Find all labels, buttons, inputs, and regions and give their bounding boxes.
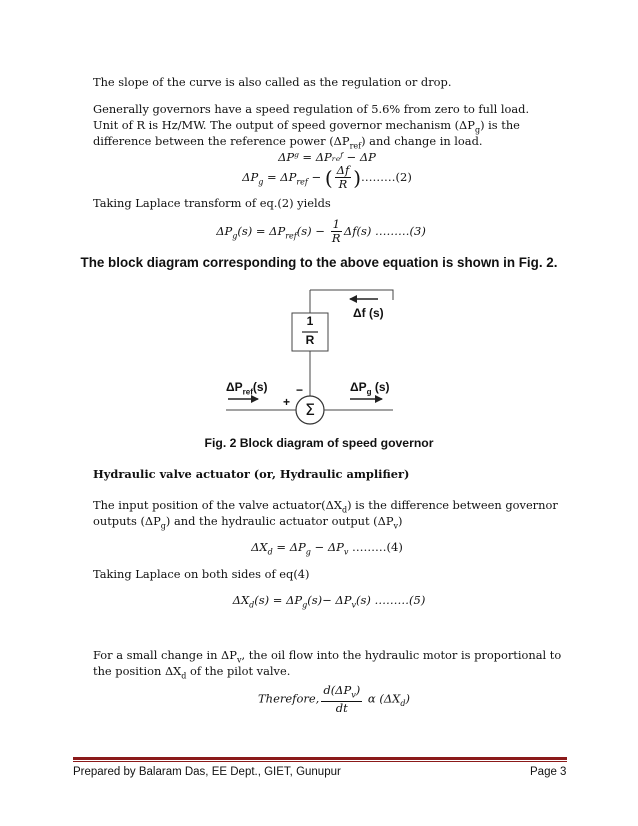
label-delta-pg: $\Delta P_g$ (s): [350, 380, 390, 397]
equation-6: Therefore, $\frac{d(\Delta P_v)}{dt}$ α $(\Delta X_d)$: [258, 683, 410, 716]
paragraph-oil-flow-line1: For a small change in $\Delta P_v$, the oil flow into the hydraulic motor is proportional to: [93, 648, 562, 665]
paragraph-unit-line: Unit of R is Hz/MW. The output of speed governor mechanism $(\Delta P_g)$ is the: [93, 118, 520, 135]
equation-3: $\Delta P_g(s) = \Delta P_{ref}(s)$ − $\frac{1}{R}$ Δf(s) ………(3): [216, 217, 426, 245]
paragraph-laplace-2: Taking Laplace on both sides of eq(4): [93, 567, 310, 581]
paragraph-laplace-1: Taking Laplace transform of eq.(2) yields: [93, 196, 331, 210]
equation-5: $\Delta X_d(s) = \Delta P_g(s)- \Delta P_v(s)$ ………(5): [232, 593, 426, 610]
sum-plus-sign: +: [283, 395, 291, 409]
equation-4: $\Delta X_d = \Delta P_g - \Delta P_v$ ………(4): [251, 540, 403, 557]
label-delta-f: Δf (s): [353, 306, 384, 320]
equation-2: $\Delta P_g = \Delta P_{ref}$ − ( $\frac{\Delta f}{R}$ )………(2): [242, 163, 412, 191]
paragraph-regulation: The slope of the curve is also called as the regulation or drop.: [93, 75, 452, 89]
section-heading-hydraulic: Hydraulic valve actuator (or, Hydraulic amplifier): [93, 467, 410, 481]
sigma-symbol: Σ: [304, 400, 316, 419]
label-delta-pref: $\Delta P_{ref}(s)$: [226, 380, 268, 397]
gain-block-numerator: 1: [306, 314, 314, 328]
gain-block-denominator: R: [305, 333, 315, 347]
paragraph-valve-input-line2: outputs $(\Delta P_g)$ and the hydraulic actuator output $(\Delta P_v)$: [93, 514, 403, 531]
footer-rule-thick: [73, 757, 567, 760]
footer-page-number: Page 3: [530, 766, 567, 778]
paragraph-speed-regulation: Generally governors have a speed regulation of 5.6% from zero to full load.: [93, 102, 530, 116]
footer-rule-thin: [73, 761, 567, 762]
equation-1: ΔPᵍ = ΔPᵣₑᶠ − ΔP: [278, 150, 376, 164]
sum-minus-sign: −: [296, 383, 304, 397]
footer-author: Prepared by Balaram Das, EE Dept., GIET, Gunupur: [73, 766, 341, 778]
paragraph-oil-flow-line2: the position $\Delta X_d$ of the pilot valve.: [93, 664, 291, 681]
figure-caption: Fig. 2 Block diagram of speed governor: [204, 436, 434, 450]
paragraph-valve-input-line1: The input position of the valve $actuator(\Delta X_d)$ is the difference between governor: [93, 498, 558, 515]
figure-heading: The block diagram corresponding to the above equation is shown in Fig. 2.: [80, 255, 558, 270]
paragraph-difference-line: difference between the reference power $(\Delta P_{ref})$ and change in load.: [93, 134, 483, 151]
